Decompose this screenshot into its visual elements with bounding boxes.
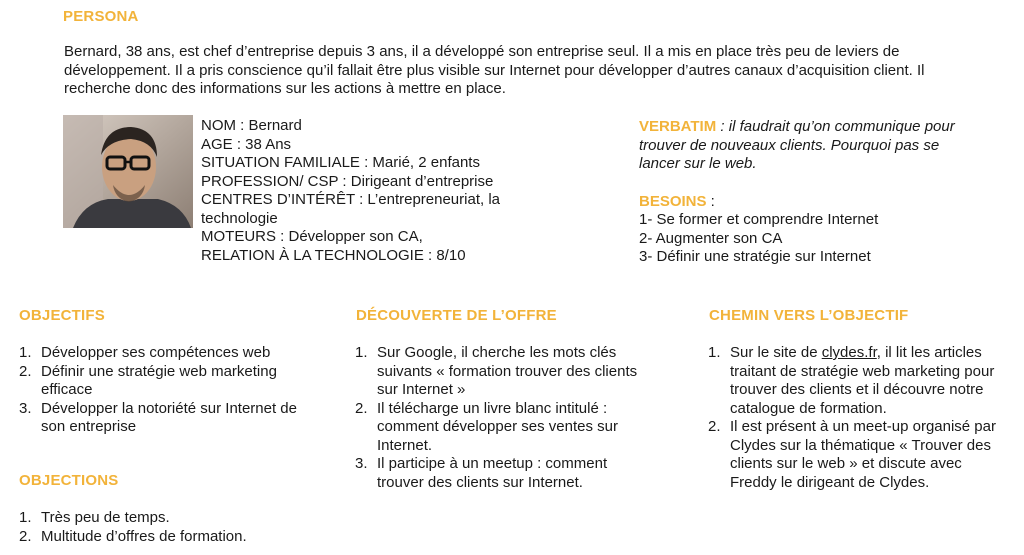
info-interests: CENTRES D’INTÉRÊT : L’entrepreneuriat, la technologie bbox=[201, 191, 500, 227]
list-item bbox=[355, 455, 645, 492]
list-item bbox=[19, 509, 319, 528]
decouverte-title: DÉCOUVERTE DE L’OFFRE bbox=[356, 307, 557, 324]
besoins-label: BESOINS bbox=[639, 193, 707, 210]
besoins-heading bbox=[639, 193, 715, 212]
list-item bbox=[355, 344, 645, 400]
besoin-item: 2- Augmenter son CA bbox=[639, 229, 783, 247]
verbatim-label: VERBATIM bbox=[639, 118, 717, 135]
list-item bbox=[19, 344, 319, 363]
chemin-list bbox=[708, 344, 1008, 492]
item-number: 1. bbox=[708, 344, 721, 361]
item-number: 1. bbox=[19, 509, 32, 526]
item-text: Il participe à un meetup : comment trouver des clients sur Internet. bbox=[377, 455, 608, 491]
list-item bbox=[19, 528, 319, 547]
portrait-icon bbox=[63, 115, 193, 228]
besoins-sep: : bbox=[706, 193, 715, 210]
item-number: 2. bbox=[19, 527, 32, 545]
verbatim bbox=[639, 118, 984, 174]
verbatim-text: il faudrait qu’on communique pour trouver de nouveaux clients. Pourquoi pas se lancer sur le web. bbox=[639, 118, 955, 172]
item-number: 1. bbox=[19, 344, 32, 361]
besoin-item: 1- Se former et comprendre Internet bbox=[639, 211, 879, 228]
list-item bbox=[19, 363, 319, 400]
list-item bbox=[708, 344, 1008, 418]
item-text: Très peu de temps. bbox=[41, 509, 170, 526]
item-text: , il lit les articles traitant de stratégie web marketing pour trouver des clients et il découvre notre catalogue de formation. bbox=[730, 344, 995, 417]
besoin-item: 3- Définir une stratégie sur Internet bbox=[639, 248, 871, 265]
info-motivations: MOTEURS : Développer son CA, bbox=[201, 228, 423, 245]
info-tech: RELATION À LA TECHNOLOGIE : 8/10 bbox=[201, 246, 466, 264]
list-item bbox=[19, 400, 319, 437]
objectifs-title: OBJECTIFS bbox=[19, 307, 105, 324]
info-profession: PROFESSION/ CSP : Dirigeant d’entreprise bbox=[201, 172, 494, 190]
item-number: 1. bbox=[355, 344, 368, 361]
item-text: Développer la notoriété sur Internet de son entreprise bbox=[41, 399, 297, 435]
item-number: 2. bbox=[355, 399, 368, 417]
persona-title: PERSONA bbox=[63, 8, 139, 25]
persona-info bbox=[201, 117, 531, 265]
objections-title: OBJECTIONS bbox=[19, 472, 119, 489]
item-text: Sur Google, il cherche les mots clés suivants « formation trouver des clients sur Internet » bbox=[377, 344, 638, 398]
info-family: SITUATION FAMILIALE : Marié, 2 enfants bbox=[201, 154, 480, 171]
item-text: Développer ses compétences web bbox=[41, 344, 271, 361]
item-number: 3. bbox=[355, 455, 368, 472]
portrait-photo bbox=[63, 115, 193, 228]
verbatim-sep: : bbox=[716, 118, 729, 135]
chemin-title: CHEMIN VERS L’OBJECTIF bbox=[709, 307, 909, 324]
objections-list bbox=[19, 509, 319, 546]
objectifs-list bbox=[19, 344, 319, 437]
list-item bbox=[708, 418, 1008, 492]
item-text: Il télécharge un livre blanc intitulé : comment développer ses ventes sur Internet. bbox=[377, 399, 618, 454]
besoins-list bbox=[639, 211, 979, 267]
item-number: 3. bbox=[19, 399, 32, 417]
item-text: Sur le site de bbox=[730, 344, 822, 361]
info-age: AGE : 38 Ans bbox=[201, 135, 292, 153]
clydes-link[interactable]: clydes.fr bbox=[821, 344, 877, 361]
persona-intro: Bernard, 38 ans, est chef d’entreprise depuis 3 ans, il a développé son entreprise seul. Il a mis en place très peu de leviers de développement. Il a pris conscience qu’il fallait être plus visible sur Internet pour développer d’autres canaux d’acquisition client. Il recherche donc des informations sur les actions à mettre en place. bbox=[64, 43, 925, 97]
info-name: NOM : Bernard bbox=[201, 117, 302, 134]
item-text: Il est présent à un meet-up organisé par Clydes sur la thématique « Trouver des clients sur le web » et discute avec Freddy le dirigeant de Clydes. bbox=[730, 418, 996, 491]
item-number: 2. bbox=[708, 418, 721, 435]
list-item bbox=[355, 400, 645, 456]
item-text: Définir une stratégie web marketing efficace bbox=[41, 362, 277, 398]
item-number: 2. bbox=[19, 362, 32, 380]
item-text: Multitude d’offres de formation. bbox=[41, 527, 247, 545]
decouverte-list bbox=[355, 344, 645, 492]
